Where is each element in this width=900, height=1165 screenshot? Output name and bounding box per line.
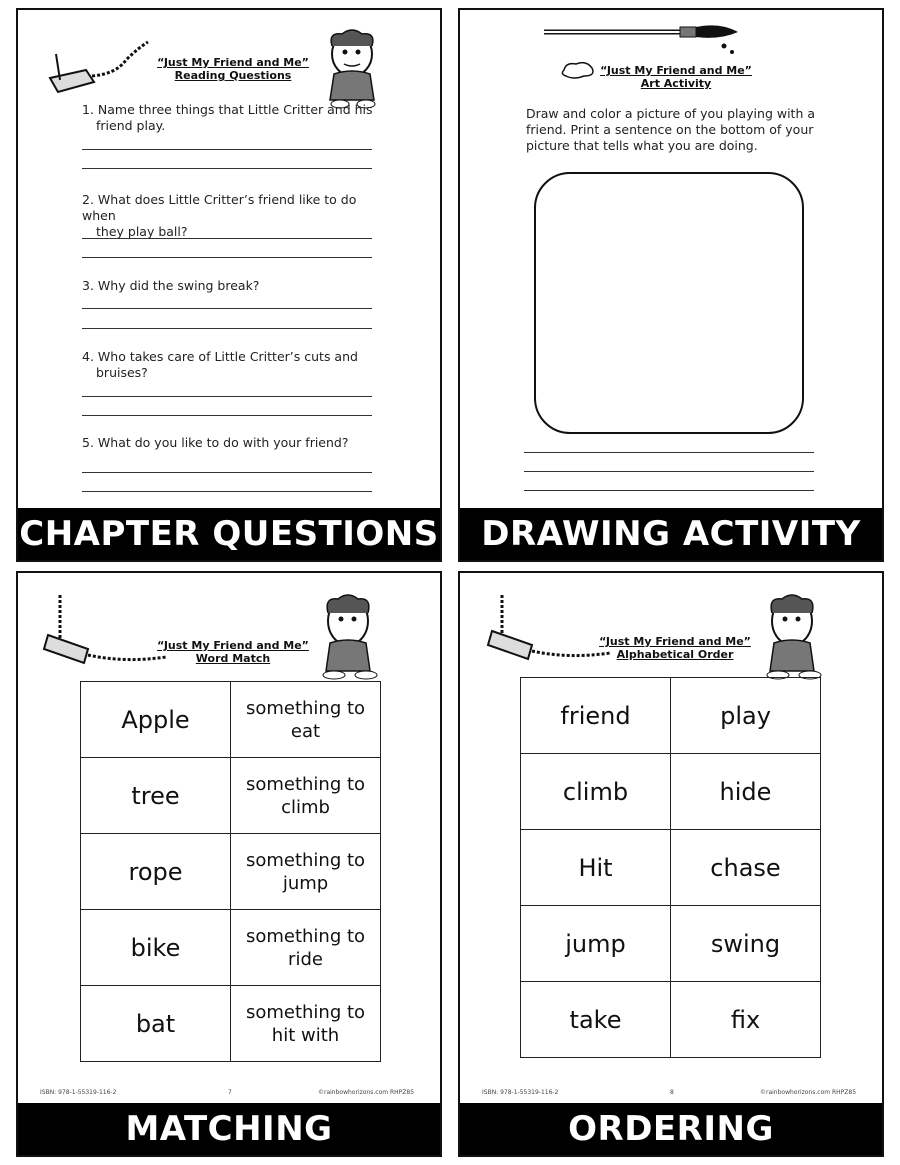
- banner-ordering: ORDERING: [460, 1103, 882, 1155]
- description-cell: [231, 986, 381, 1062]
- answer-line[interactable]: [82, 472, 372, 473]
- word-cell: jump: [521, 906, 671, 982]
- description-line: something to: [245, 849, 366, 871]
- table-row: [81, 834, 381, 910]
- answer-line[interactable]: [82, 328, 372, 329]
- answer-line[interactable]: [82, 415, 372, 416]
- footer-page-number: 7: [228, 1089, 232, 1096]
- drawing-instructions: Draw and color a picture of you playing with a friend. Print a sentence on the bottom of your picture that tells what you are doing.: [526, 106, 816, 153]
- critter-character-illustration: [308, 593, 388, 683]
- table-row: [81, 682, 381, 758]
- answer-line[interactable]: [82, 257, 372, 258]
- question-number: 3.: [82, 278, 94, 293]
- word-cell: swing: [671, 906, 821, 982]
- table-row: [81, 910, 381, 986]
- alphabetical-order-table: [520, 677, 821, 1058]
- footer-isbn: ISBN: 978-1-55319-116-2: [40, 1089, 117, 1096]
- paintbrush-icon: [542, 20, 742, 56]
- answer-line[interactable]: [82, 149, 372, 150]
- description-line: jump: [282, 872, 329, 894]
- story-title: “Just My Friend and Me”: [599, 635, 751, 648]
- banner-drawing-activity: DRAWING ACTIVITY: [460, 508, 882, 560]
- word-cell: bat: [81, 986, 231, 1062]
- question-2: [82, 192, 382, 240]
- word-cell: bike: [81, 910, 231, 986]
- description-line: ride: [288, 948, 323, 970]
- story-title: “Just My Friend and Me”: [600, 64, 752, 77]
- matching-page: [16, 571, 442, 1157]
- activity-title: Art Activity: [640, 77, 712, 90]
- story-title: “Just My Friend and Me”: [157, 639, 309, 652]
- footer-copyright: ©rainbowhorizons.com RHPZ85: [760, 1089, 857, 1096]
- sentence-line[interactable]: [524, 471, 814, 472]
- word-cell: Apple: [81, 682, 231, 758]
- page-heading: [148, 56, 318, 82]
- activity-title: Word Match: [195, 652, 271, 665]
- question-1: [82, 102, 382, 134]
- description-line: eat: [290, 720, 321, 742]
- description-cell: [231, 682, 381, 758]
- description-line: something to: [245, 773, 366, 795]
- question-5: [82, 435, 382, 451]
- question-number: 2.: [82, 192, 94, 207]
- footer-page-number: 8: [670, 1089, 674, 1096]
- description-line: something to: [245, 1001, 366, 1023]
- word-cell: take: [521, 982, 671, 1058]
- footer-copyright: ©rainbowhorizons.com RHPZ85: [318, 1089, 415, 1096]
- table-row: [521, 678, 821, 754]
- word-cell: play: [671, 678, 821, 754]
- critter-character-illustration: [752, 593, 832, 683]
- sentence-line[interactable]: [524, 490, 814, 491]
- word-match-table: [80, 681, 381, 1062]
- answer-line[interactable]: [82, 491, 372, 492]
- word-cell: friend: [521, 678, 671, 754]
- word-cell: Hit: [521, 830, 671, 906]
- word-cell: hide: [671, 754, 821, 830]
- drawing-activity-page: [458, 8, 884, 562]
- question-number: 1.: [82, 102, 94, 117]
- critter-character-illustration: [318, 28, 388, 110]
- table-row: [81, 758, 381, 834]
- question-text: Who takes care of Little Critter’s cuts and: [97, 349, 358, 364]
- answer-line[interactable]: [82, 396, 372, 397]
- word-cell: climb: [521, 754, 671, 830]
- question-4: [82, 349, 382, 381]
- story-title: “Just My Friend and Me”: [157, 56, 309, 69]
- table-row: [81, 986, 381, 1062]
- footer-isbn: ISBN: 978-1-55319-116-2: [482, 1089, 559, 1096]
- question-text: Name three things that Little Critter and his: [97, 102, 373, 117]
- question-text: What does Little Critter’s friend like to do when: [82, 192, 357, 223]
- banner-matching: MATCHING: [18, 1103, 440, 1155]
- question-text: Why did the swing break?: [97, 278, 260, 293]
- description-line: climb: [281, 796, 330, 818]
- activity-title: Alphabetical Order: [616, 648, 734, 661]
- description-line: something to: [245, 925, 366, 947]
- activity-title: Reading Questions: [174, 69, 292, 82]
- table-row: [521, 754, 821, 830]
- table-row: [521, 906, 821, 982]
- chapter-questions-page: [16, 8, 442, 562]
- answer-line[interactable]: [82, 168, 372, 169]
- page-heading: [586, 64, 766, 90]
- ordering-page: [458, 571, 884, 1157]
- broken-swing-illustration: [46, 38, 156, 98]
- question-number: 5.: [82, 435, 94, 450]
- drawing-area[interactable]: [534, 172, 804, 434]
- word-cell: chase: [671, 830, 821, 906]
- description-cell: [231, 910, 381, 986]
- word-cell: rope: [81, 834, 231, 910]
- page-heading: [148, 639, 318, 665]
- question-text: What do you like to do with your friend?: [97, 435, 349, 450]
- question-3: [82, 278, 382, 294]
- question-text-cont: bruises?: [96, 365, 148, 380]
- question-number: 4.: [82, 349, 94, 364]
- banner-chapter-questions: CHAPTER QUESTIONS: [18, 508, 440, 560]
- word-cell: fix: [671, 982, 821, 1058]
- table-row: [521, 830, 821, 906]
- answer-line[interactable]: [82, 238, 372, 239]
- sentence-line[interactable]: [524, 452, 814, 453]
- description-line: something to: [245, 697, 366, 719]
- question-text-cont: they play ball?: [96, 224, 188, 239]
- page-heading: [590, 635, 760, 661]
- question-text-cont: friend play.: [96, 118, 166, 133]
- description-cell: [231, 758, 381, 834]
- description-line: hit with: [271, 1024, 340, 1046]
- table-row: [521, 982, 821, 1058]
- word-cell: tree: [81, 758, 231, 834]
- answer-line[interactable]: [82, 308, 372, 309]
- description-cell: [231, 834, 381, 910]
